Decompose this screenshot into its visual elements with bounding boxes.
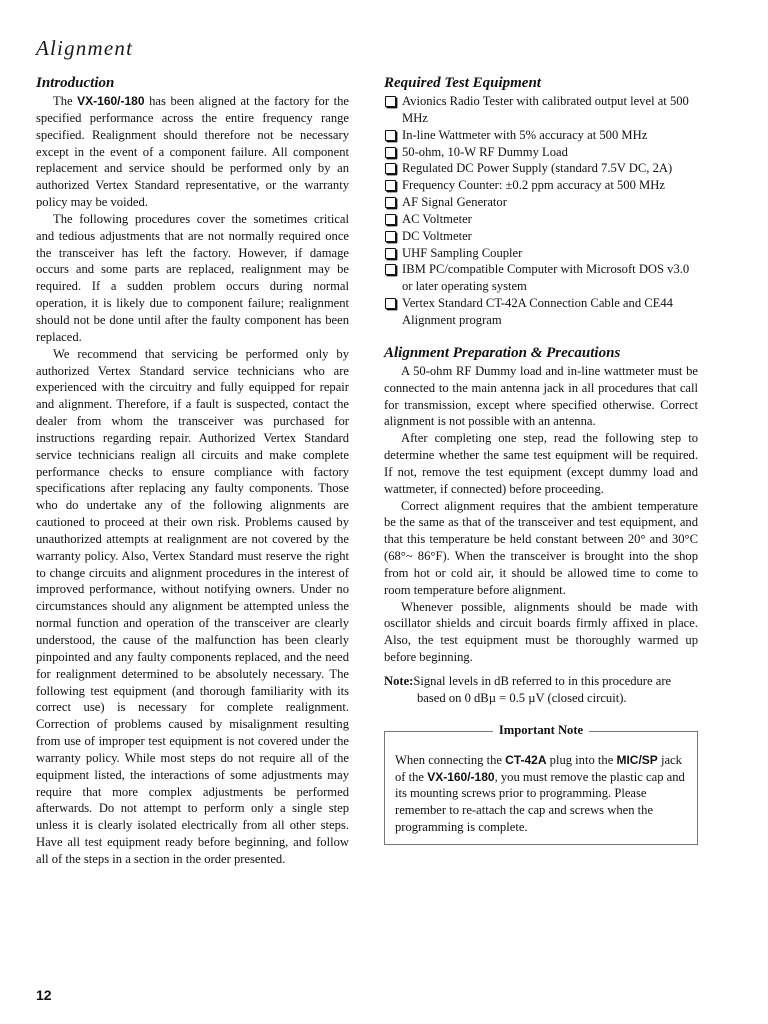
preparation-heading: Alignment Preparation & Precautions [384, 344, 621, 361]
important-note-title: Important Note [493, 723, 589, 737]
prep-paragraph-2: After completing one step, read the following step to determine whether the same test equipment will be required. If not, remove the test equipment (except dummy load and wattmeter, if connected) before proceeding. [384, 431, 698, 496]
list-item [384, 127, 698, 144]
equipment-list [384, 93, 698, 329]
checkbox-icon [385, 96, 396, 107]
checkbox-icon [385, 248, 396, 259]
checkbox-icon [385, 180, 396, 191]
checkbox-icon [385, 197, 396, 208]
list-item [384, 93, 698, 127]
checkbox-icon [385, 147, 396, 158]
list-item-label: Regulated DC Power Supply (standard 7.5V DC, 2A) [402, 161, 673, 176]
note-label: Note: [384, 674, 414, 688]
page-number: 12 [36, 987, 52, 1003]
list-item-label: Vertex Standard CT-42A Connection Cable and CE44 Alignment program [402, 296, 673, 327]
intro-p1-before: The [53, 94, 78, 108]
checkbox-icon [385, 130, 396, 141]
prep-paragraph-4: Whenever possible, alignments should be made with oscillator shields and circuit boards firmly affixed in place. Also, the test equipment must be thoroughly warmed up before beginning. [384, 599, 698, 665]
model-name: VX-160/-180 [77, 94, 145, 108]
note-t4: , you must remove the plastic cap and its mounting screws prior to programming. Please remember to re-attach the cap and screws when the programming is complete. [395, 769, 685, 835]
list-item-label: Frequency Counter: ±0.2 ppm accuracy at 500 MHz [402, 178, 665, 193]
note-text-1: Signal levels in dB referred to in this procedure are [413, 674, 672, 688]
list-item-label: IBM PC/compatible Computer with Microsoft DOS v3.0 or later operating system [402, 262, 690, 294]
list-item [384, 194, 698, 211]
note-t1: When connecting the [395, 752, 506, 767]
list-item [384, 228, 698, 245]
checkbox-icon [385, 231, 396, 242]
left-column [36, 74, 349, 868]
list-item-label: Avionics Radio Tester with calibrated output level at 500 MHz [402, 94, 689, 125]
checkbox-icon [385, 163, 396, 174]
intro-p1-after: has been aligned at the factory for the specified performance across the entire frequency range specified. Realignment should therefore not be necessary except in the event of a component failure. All component replacement and service should be performed only by an authorized Vertex Standard representative, or the warranty policy may be voided. [36, 94, 349, 210]
list-item-label: AF Signal Generator [402, 195, 507, 210]
list-item [384, 211, 698, 228]
note-t2: plug into the [546, 752, 617, 767]
right-column [384, 74, 698, 845]
list-item-label: 50-ohm, 10-W RF Dummy Load [402, 144, 568, 159]
note [384, 673, 698, 707]
prep-paragraph-1: A 50-ohm RF Dummy load and in-line wattmeter must be connected to the main antenna jack in all procedures that call for transmission, except where specified otherwise. Correct alignment is not possible with an antenna. [384, 363, 698, 429]
list-item [384, 160, 698, 177]
note-text-2: based on 0 dBµ = 0.5 µV (closed circuit). [417, 690, 627, 705]
important-note-box [384, 722, 698, 845]
note-t3: jack of the [395, 752, 682, 784]
list-item [384, 261, 698, 295]
cable-name: CT-42A [505, 752, 547, 767]
intro-paragraph-2: The following procedures cover the sometimes critical and tedious adjustments that are not normally required once the transceiver has left the factory. However, if damage occurs and some parts are replaced, realignment may be required. If a sudden problem occurs during normal operation, it is likely due to component failure; realignment should not be done until after the faulty component has been replaced. [36, 211, 349, 344]
list-item [384, 295, 698, 329]
checkbox-icon [385, 214, 396, 225]
important-note-text [395, 752, 687, 836]
equipment-heading: Required Test Equipment [384, 75, 541, 91]
jack-name: MIC/SP [616, 752, 658, 767]
checkbox-icon [385, 264, 396, 275]
list-item-label: In-line Wattmeter with 5% accuracy at 500 MHz [402, 127, 648, 142]
list-item [384, 245, 698, 262]
prep-paragraph-3: Correct alignment requires that the ambient temperature be the same as that of the transceiver and test equipment, and that this temperature be held constant between 20° and 30°C (68°~ 86°F). When the transceiver is brought into the shop from hot or cold air, it should be allowed time to come to room temperature before alignment. [384, 498, 698, 597]
model-name: VX-160/-180 [427, 769, 495, 784]
list-item [384, 144, 698, 161]
page-title: Alignment [36, 36, 134, 60]
checkbox-icon [385, 298, 396, 309]
list-item-label: DC Voltmeter [402, 228, 472, 243]
introduction-heading: Introduction [36, 75, 115, 91]
list-item [384, 177, 698, 194]
intro-paragraph-1 [36, 93, 349, 211]
important-note-title-wrap [385, 722, 697, 739]
list-item-label: AC Voltmeter [402, 211, 472, 226]
list-item-label: UHF Sampling Coupler [402, 245, 523, 260]
intro-paragraph-3: We recommend that servicing be performed only by authorized Vertex Standard service technicians who are experienced with the circuitry and fully equipped for repair and alignment. Therefore, if a fault is suspected, contact the dealer from whom the transceiver was purchased for instructions regarding repair. Authorized Vertex Standard service technicians realign all circuits and make complete performance checks to ensure compliance with factory specifications after replacing any faulty components. Those who do undertake any of the following alignments are cautioned to proceed at their own risk. Problems caused by unauthorized attempts at realignment are not covered by the warranty policy. Also, Vertex Standard must reserve the right to change circuits and alignment procedures in the interest of improved performance, without notifying owners. Under no circumstances should any alignment be attempted unless the normal function and operation of the transceiver are clearly understood, the cause of the malfunction has been clearly pinpointed and any faulty components replaced, and the need for realignment determined to be absolutely necessary. The following test equipment (and thorough familiarity with its correct use) is necessary for complete realignment. Correction of problems caused by misalignment resulting from use of improper test equipment is not covered under the warranty policy. While most steps do not require all of the equipment listed, the interactions of some adjustments may require that more complex adjustments be performed afterwards. Do not attempt to perform only a single step unless it is clearly isolated electrically from all other steps. Have all test equipment ready before beginning, and follow all of the steps in a section in the order presented. [36, 346, 349, 866]
